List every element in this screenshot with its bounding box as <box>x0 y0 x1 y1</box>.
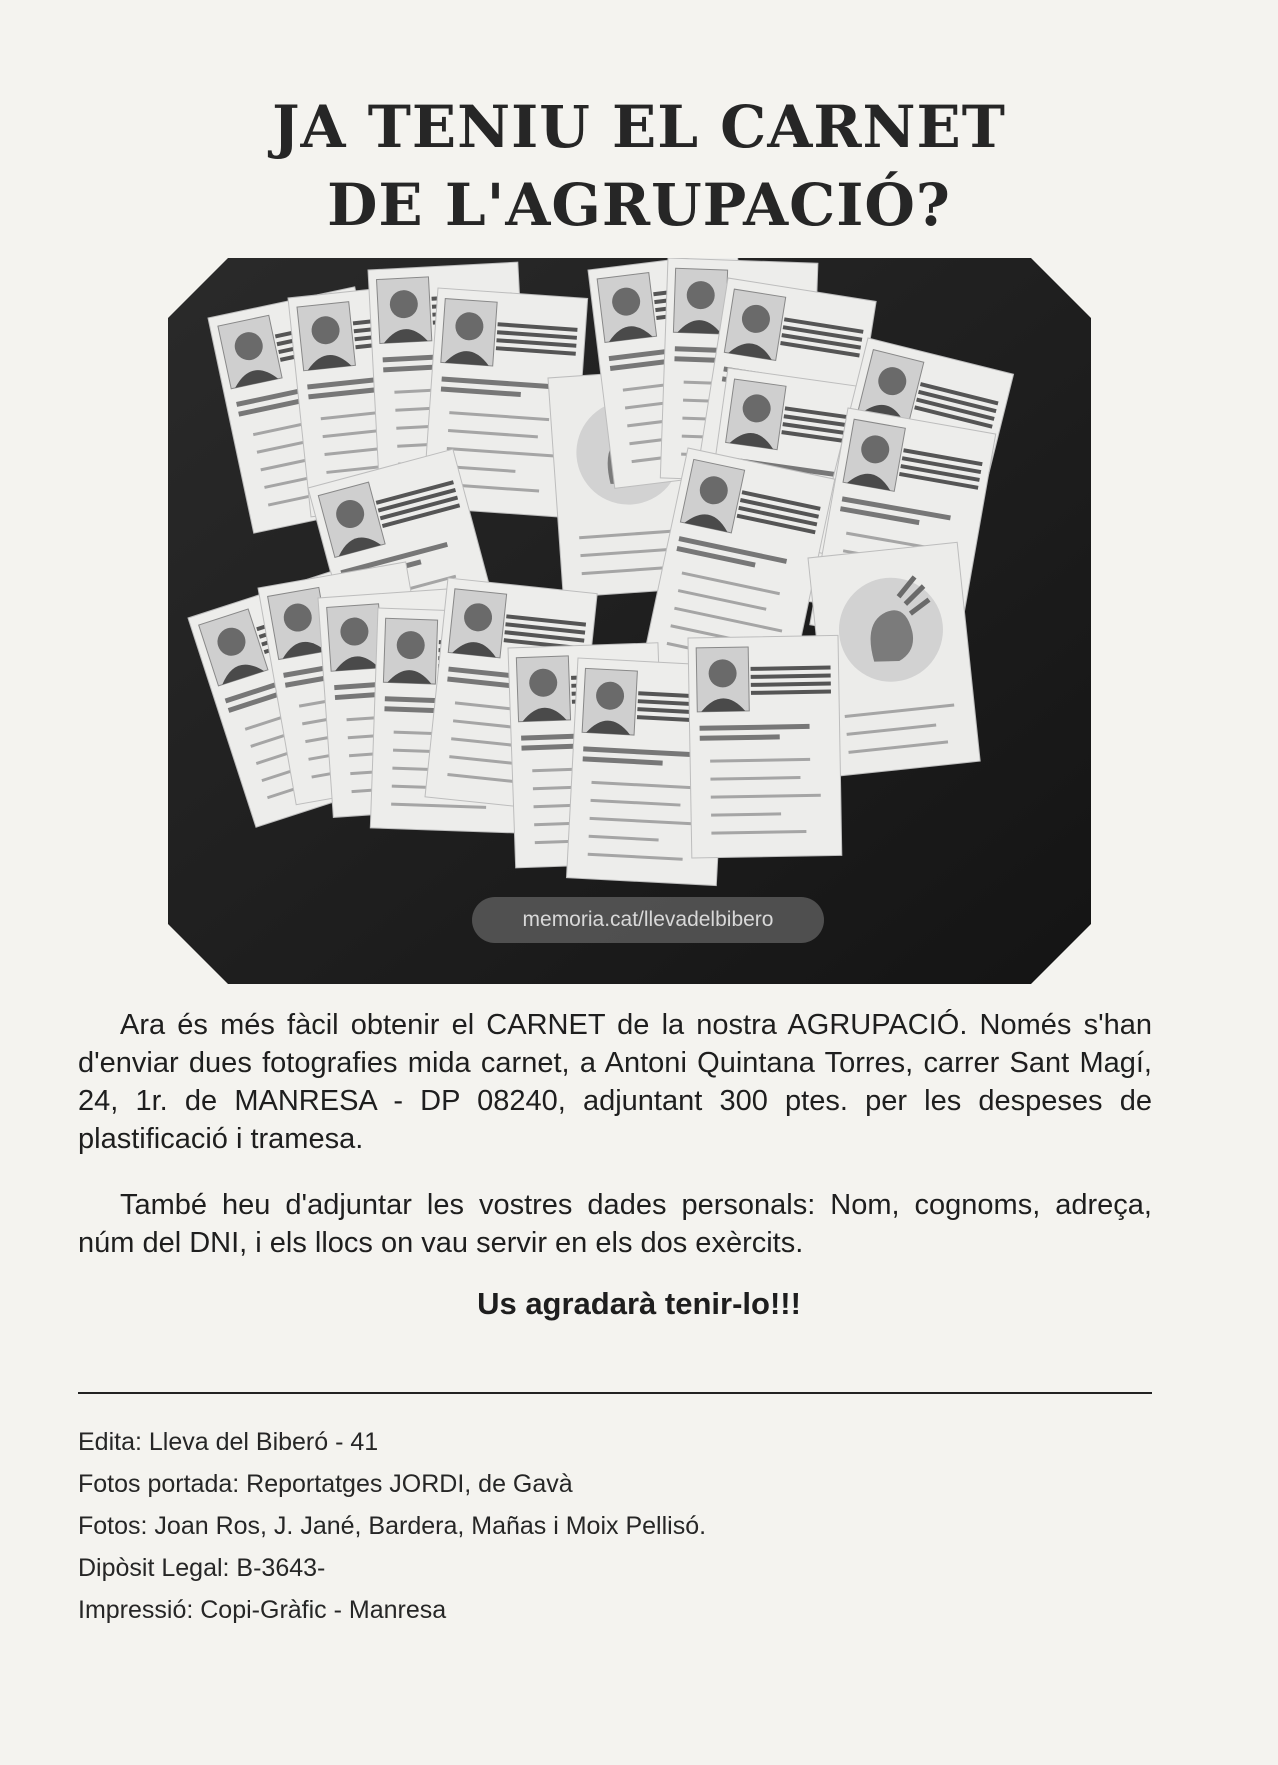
personal-data-paragraph: També heu d'adjuntar les vostres dades personals: Nom, cognoms, adreça, núm del DNI, i els llocs on vau servir en els dos exèrcits. <box>78 1189 1152 1259</box>
title-line-1: JA TENIU EL CARNET <box>272 93 1006 161</box>
page-title <box>0 88 1278 244</box>
slogan: Us agradarà tenir-lo!!! <box>477 1286 801 1321</box>
credits <box>78 1422 1078 1632</box>
title-line-2: DE L'AGRUPACIÓ? <box>327 171 951 239</box>
credit-publisher: Edita: Lleva del Biberó - 41 <box>78 1428 379 1456</box>
watermark: memoria.cat/llevadelbibero <box>472 897 824 943</box>
credit-printing: Impressió: Copi-Gràfic - Manresa <box>78 1596 447 1624</box>
credit-legal-deposit: Dipòsit Legal: B-3643- <box>78 1554 326 1582</box>
membership-cards-photo <box>168 258 1091 984</box>
instructions-paragraph: Ara és més fàcil obtenir el CARNET de la nostra AGRUPACIÓ. Només s'han d'enviar dues fotografies mida carnet, a Antoni Quintana Torres, carrer Sant Magí, 24, 1r. de MANRESA - DP 08240, adjuntant 300 ptes. per les despeses de plastificació i tramesa. <box>78 1009 1152 1155</box>
credit-cover-photos: Fotos portada: Reportatges JORDI, de Gavà <box>78 1470 573 1498</box>
credit-photos: Fotos: Joan Ros, J. Jané, Bardera, Mañas i Moix Pellisó. <box>78 1512 707 1540</box>
divider <box>78 1392 1152 1394</box>
